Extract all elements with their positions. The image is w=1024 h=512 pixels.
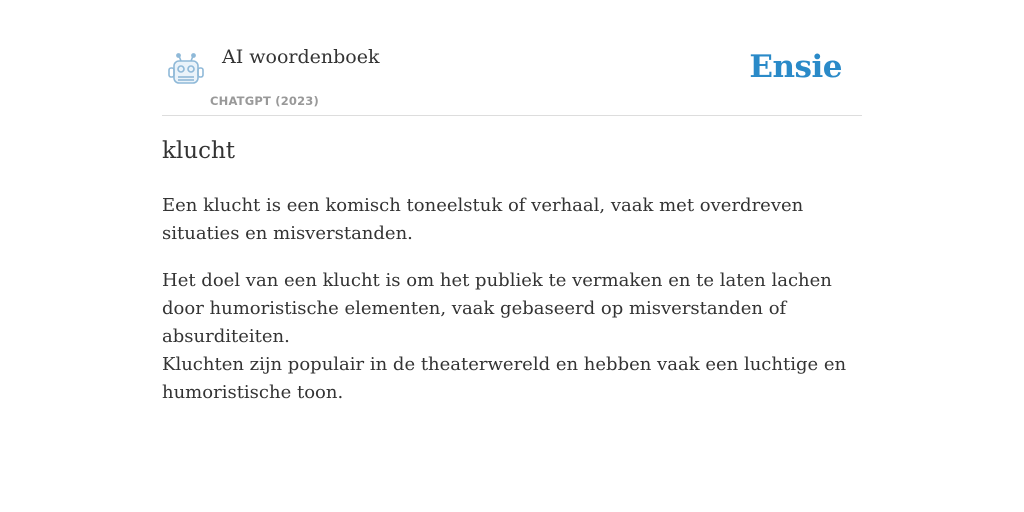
definition-paragraph-3: Kluchten zijn populair in de theaterwereld en hebben vaak een luchtige en humoristische toon. — [162, 354, 847, 403]
dictionary-card — [162, 0, 862, 512]
definition-paragraph-2: Het doel van een klucht is om het publiek te vermaken en te laten lachen door humoristische elementen, vaak gebaseerd op misverstanden of absurditeiten. — [162, 270, 832, 347]
definition-paragraph-1: Een klucht is een komisch toneelstuk of verhaal, vaak met overdreven situaties en misverstanden. — [162, 195, 804, 244]
robot-icon — [166, 52, 206, 88]
entry-term: klucht — [162, 138, 236, 164]
source-meta: CHATGPT (2023) — [210, 94, 319, 108]
entry-header — [162, 0, 862, 116]
source-name[interactable]: AI woordenboek — [222, 46, 380, 68]
ensie-logo[interactable]: Ensie — [749, 49, 842, 85]
